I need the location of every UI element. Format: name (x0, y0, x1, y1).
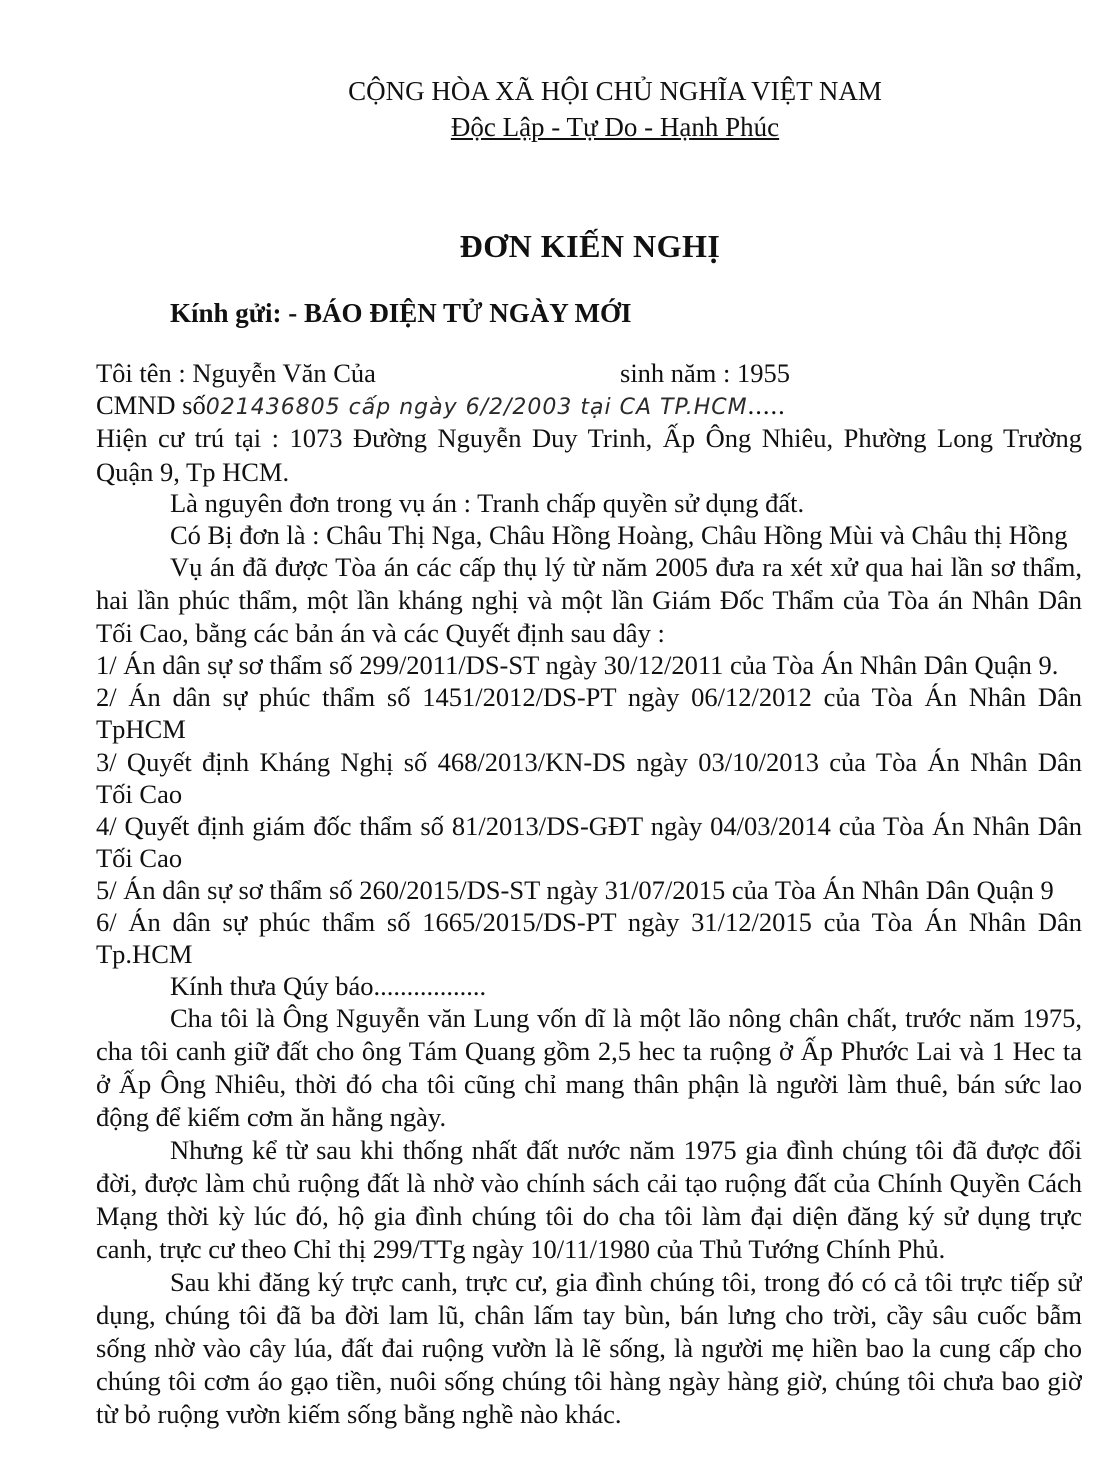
ruling-1: 1/ Án dân sự sơ thẩm số 299/2011/DS-ST ngày 30/12/2011 của Tòa Án Nhân Dân Quận 9. (96, 650, 1059, 680)
paragraph-3-line-3: Mạng thời kỳ lúc đó, hộ gia đình chúng tôi do cha tôi làm đại diện đăng ký sử dụng trực (96, 1201, 1082, 1231)
ruling-6-line-2: Tp.HCM (96, 939, 193, 969)
defendants-line: Có Bị đơn là : Châu Thị Nga, Châu Hồng Hoàng, Châu Hồng Mùi và Châu thị Hồng (170, 520, 1068, 550)
address-line-2: Quận 9, Tp HCM. (96, 457, 290, 487)
paragraph-4-line-4: chúng tôi cơm áo gạo tiền, nuôi sống chúng tôi hàng ngày hàng giờ, chúng tôi chưa bao giờ (96, 1366, 1082, 1396)
id-handwritten: 021436805 cấp ngày 6/2/2003 tại CA TP.HCM (205, 395, 748, 420)
ruling-4-line-1: 4/ Quyết định giám đốc thẩm số 81/2013/DS-GĐT ngày 04/03/2014 của Tòa Án Nhân Dân (96, 811, 1082, 841)
paragraph-4-line-2: dụng, chúng tôi đã ba đời lam lũ, chân lấm tay bùn, bán lưng cho trời, cầy sâu cuốc bẫm (96, 1300, 1082, 1330)
case-line-2: hai lần phúc thẩm, một lần kháng nghị và một lần Giám Đốc Thẩm của Tòa án Nhân Dân (96, 585, 1082, 615)
recipient-line: Kính gửi: - BÁO ĐIỆN TỬ NGÀY MỚI (170, 298, 632, 328)
paragraph-2-line-4: động để kiếm cơm ăn hằng ngày. (96, 1102, 447, 1132)
national-name: CỘNG HÒA XÃ HỘI CHỦ NGHĨA VIỆT NAM (348, 76, 882, 106)
id-label: CMND số (96, 390, 206, 420)
role-line: Là nguyên đơn trong vụ án : Tranh chấp quyền sử dụng đất. (170, 488, 805, 518)
paragraph-3-line-1: Nhưng kể từ sau khi thống nhất đất nước năm 1975 gia đình chúng tôi đã được đổi (170, 1135, 1082, 1165)
paragraph-4-line-3: sống nhờ vào cây lúa, đất đai ruộng vườn là lẽ sống, là người mẹ hiền bao la cung cấp cho (96, 1333, 1082, 1363)
paragraph-3-line-2: đời, được làm chủ ruộng đất là nhờ vào chính sách cải tạo ruộng đất của Chính Quyền Cách (96, 1168, 1082, 1198)
ruling-2-line-2: TpHCM (96, 714, 186, 744)
ruling-3-line-2: Tối Cao (96, 779, 183, 809)
document-title: ĐƠN KIẾN NGHỊ (459, 228, 721, 264)
paragraph-2-line-3: ở Ấp Ông Nhiêu, thời đó cha tôi cũng chỉ mang thân phận là người làm thuê, bán sức lao (96, 1069, 1082, 1099)
id-card-line (96, 388, 786, 425)
applicant-name: Tôi tên : Nguyễn Văn Của (96, 358, 376, 388)
paragraph-2-line-2: cha tôi canh giữ đất cho ông Tám Quang gồm 2,5 hec ta ruộng ở Ấp Phước Lai và 1 Hec ta (96, 1036, 1082, 1066)
address-line-1: Hiện cư trú tại : 1073 Đường Nguyễn Duy Trinh, Ấp Ông Nhiêu, Phường Long Trường (96, 423, 1082, 453)
ruling-2-line-1: 2/ Án dân sự phúc thẩm số 1451/2012/DS-PT ngày 06/12/2012 của Tòa Án Nhân Dân (96, 682, 1082, 712)
ruling-4-line-2: Tối Cao (96, 843, 183, 873)
ruling-6-line-1: 6/ Án dân sự phúc thẩm số 1665/2015/DS-PT ngày 31/12/2015 của Tòa Án Nhân Dân (96, 907, 1082, 937)
case-line-3: Tối Cao, bằng các bản án và các Quyết định sau dây : (96, 618, 665, 648)
id-dots: ..... (747, 390, 786, 420)
paragraph-4-line-5: từ bỏ ruộng vườn kiếm sống bằng nghề nào khác. (96, 1399, 622, 1429)
paragraph-3-line-4: canh, trực cư theo Chỉ thị 299/TTg ngày 10/11/1980 của Thủ Tướng Chính Phủ. (96, 1234, 946, 1264)
paragraph-2-line-1: Cha tôi là Ông Nguyễn văn Lung vốn dĩ là một lão nông chân chất, trước năm 1975, (170, 1003, 1082, 1033)
case-line-1: Vụ án đã được Tòa án các cấp thụ lý từ năm 2005 đưa ra xét xử qua hai lần sơ thẩm, (170, 552, 1082, 582)
national-motto: Độc Lập - Tự Do - Hạnh Phúc (450, 112, 780, 142)
paragraph-4-line-1: Sau khi đăng ký trực canh, trực cư, gia đình chúng tôi, trong đó có cả tôi trực tiếp sử (170, 1267, 1082, 1297)
ruling-3-line-1: 3/ Quyết định Kháng Nghị số 468/2013/KN-DS ngày 03/10/2013 của Tòa Án Nhân Dân (96, 747, 1082, 777)
salutation: Kính thưa Qúy báo................. (170, 971, 487, 1001)
applicant-birth-year: sinh năm : 1955 (620, 358, 791, 388)
ruling-5: 5/ Án dân sự sơ thẩm số 260/2015/DS-ST ngày 31/07/2015 của Tòa Án Nhân Dân Quận 9 (96, 875, 1054, 905)
